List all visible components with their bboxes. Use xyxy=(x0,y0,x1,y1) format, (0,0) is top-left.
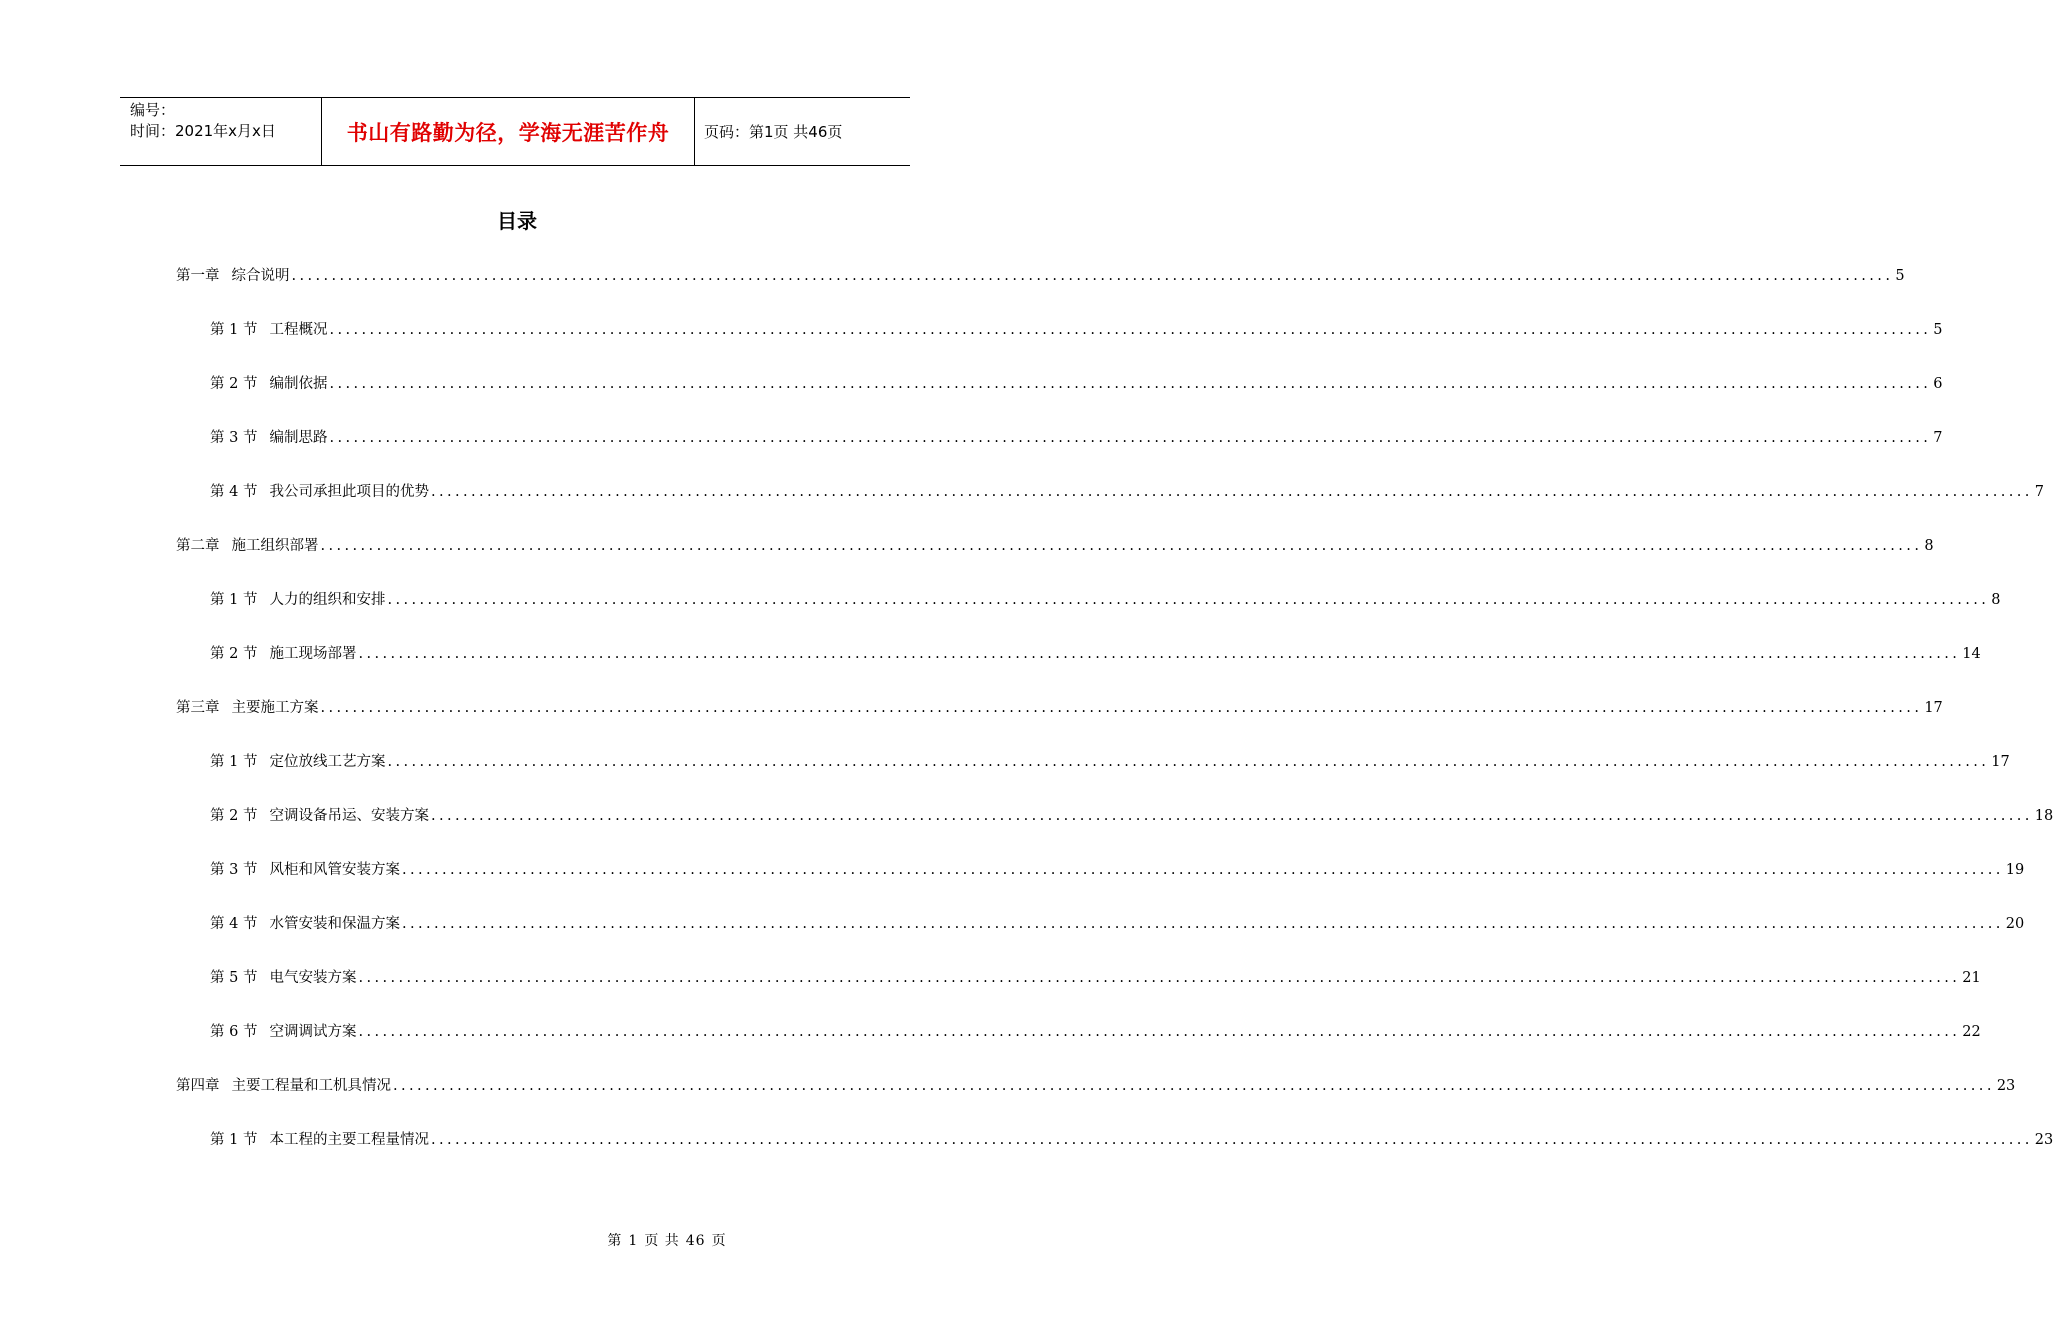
toc-section-entry[interactable] xyxy=(210,858,2025,882)
toc-section-entry[interactable] xyxy=(210,966,1981,990)
toc-entry-title: 编制思路 xyxy=(269,430,328,446)
toc-section-entry[interactable] xyxy=(210,642,1981,666)
toc-entry-page: 19 xyxy=(2005,862,2025,878)
toc-entry-page: 20 xyxy=(2005,916,2025,932)
toc-leader-dots: ........................................................................................................................................................................................................ xyxy=(430,808,2033,824)
toc-entry-number: 第 1 节 xyxy=(210,754,258,770)
header-motto: 书山有路勤为径，学海无涯苦作舟 xyxy=(346,120,670,145)
toc-entry-title: 风柜和风管安装方案 xyxy=(269,862,400,878)
toc-leader-dots: ........................................................................................................................................................................................................ xyxy=(393,1078,1995,1094)
toc-leader-dots: ........................................................................................................................................................................................................ xyxy=(320,700,1923,716)
footer-suffix: 页 xyxy=(711,1233,727,1249)
footer-mid: 页 共 xyxy=(644,1233,680,1249)
toc-entry-number: 第三章 xyxy=(176,700,220,716)
toc-entry-page: 23 xyxy=(1996,1078,2016,1094)
serial-number-label: 编号： xyxy=(130,101,176,119)
toc-entry-page: 6 xyxy=(1933,376,1943,392)
toc-entry-number: 第 5 节 xyxy=(210,970,258,986)
toc-entry-title: 水管安装和保温方案 xyxy=(269,916,400,932)
toc-entry-title: 施工现场部署 xyxy=(269,646,357,662)
page-footer xyxy=(0,1230,1334,1250)
toc-leader-dots: ........................................................................................................................................................................................................ xyxy=(329,322,1932,338)
toc-entry-page: 17 xyxy=(1924,700,1943,716)
toc-chapter-entry[interactable] xyxy=(176,534,1934,558)
toc-entry-page: 8 xyxy=(1991,592,2001,608)
toc-leader-dots: ........................................................................................................................................................................................................ xyxy=(430,484,2033,500)
toc-entry-number: 第四章 xyxy=(176,1078,220,1094)
toc-entry-page: 7 xyxy=(2034,484,2045,500)
toc-entry-page: 7 xyxy=(1933,430,1943,446)
toc-entry-page: 14 xyxy=(1962,646,1981,662)
toc-leader-dots: ........................................................................................................................................................................................................ xyxy=(329,376,1932,392)
toc-entry-title: 定位放线工艺方案 xyxy=(269,754,386,770)
toc-chapter-entry[interactable] xyxy=(176,1074,2016,1098)
toc-section-entry[interactable] xyxy=(210,804,2053,828)
footer-total-pages: 46 xyxy=(685,1233,706,1249)
toc-section-entry[interactable] xyxy=(210,750,2010,774)
toc-entry-title: 我公司承担此项目的优势 xyxy=(269,484,429,500)
toc-entry-title: 工程概况 xyxy=(269,322,328,338)
toc-section-entry[interactable] xyxy=(210,1020,1981,1044)
toc-title: 目录 xyxy=(497,209,537,233)
toc-section-entry[interactable] xyxy=(210,588,2001,612)
toc-section-entry[interactable] xyxy=(210,372,1943,396)
toc-entry-title: 编制依据 xyxy=(269,376,328,392)
toc-leader-dots: ........................................................................................................................................................................................................ xyxy=(401,862,2004,878)
date-label: 时间：2021年x月x日 xyxy=(130,122,276,140)
toc-entry-number: 第 3 节 xyxy=(210,862,258,878)
toc-entry-number: 第一章 xyxy=(176,268,220,284)
toc-entry-number: 第 2 节 xyxy=(210,646,258,662)
toc-section-entry[interactable] xyxy=(210,318,1943,342)
toc-section-entry[interactable] xyxy=(210,1128,2053,1152)
toc-entry-page: 23 xyxy=(2034,1132,2053,1148)
toc-leader-dots: ........................................................................................................................................................................................................ xyxy=(430,1132,2033,1148)
toc-entry-title: 空调设备吊运、安装方案 xyxy=(269,808,429,824)
toc-leader-dots: ........................................................................................................................................................................................................ xyxy=(387,754,1990,770)
toc-section-entry[interactable] xyxy=(210,912,2025,936)
footer-current-page: 1 xyxy=(628,1233,639,1249)
header-page-info: 页码：第1页 共46页 xyxy=(704,123,843,141)
toc-entry-page: 5 xyxy=(1895,268,1905,284)
toc-leader-dots: ........................................................................................................................................................................................................ xyxy=(329,430,1932,446)
toc-leader-dots: ........................................................................................................................................................................................................ xyxy=(291,268,1894,284)
toc-entry-title: 施工组织部署 xyxy=(231,538,319,554)
toc-entry-title: 本工程的主要工程量情况 xyxy=(269,1132,429,1148)
toc-leader-dots: ........................................................................................................................................................................................................ xyxy=(358,646,1961,662)
toc-entry-page: 18 xyxy=(2034,808,2053,824)
toc-leader-dots: ........................................................................................................................................................................................................ xyxy=(358,1024,1961,1040)
toc-entry-number: 第 3 节 xyxy=(210,430,258,446)
toc-entry-number: 第 6 节 xyxy=(210,1024,258,1040)
toc-entry-page: 8 xyxy=(1924,538,1934,554)
toc-entry-page: 17 xyxy=(1991,754,2010,770)
toc-leader-dots: ........................................................................................................................................................................................................ xyxy=(320,538,1923,554)
toc-entry-number: 第 2 节 xyxy=(210,376,258,392)
toc-entry-page: 5 xyxy=(1933,322,1943,338)
toc-chapter-entry[interactable] xyxy=(176,264,1905,288)
toc-entry-number: 第 1 节 xyxy=(210,592,258,608)
toc-section-entry[interactable] xyxy=(210,480,2045,504)
toc-entry-number: 第二章 xyxy=(176,538,220,554)
toc-entry-number: 第 2 节 xyxy=(210,808,258,824)
toc-leader-dots: ........................................................................................................................................................................................................ xyxy=(387,592,1990,608)
toc-entry-title: 综合说明 xyxy=(231,268,290,284)
toc-leader-dots: ........................................................................................................................................................................................................ xyxy=(358,970,1961,986)
toc-entry-title: 主要工程量和工机具情况 xyxy=(231,1078,391,1094)
toc-entry-number: 第 1 节 xyxy=(210,1132,258,1148)
toc-entry-title: 主要施工方案 xyxy=(231,700,319,716)
toc-section-entry[interactable] xyxy=(210,426,1943,450)
toc-entry-title: 电气安装方案 xyxy=(269,970,357,986)
toc-entry-page: 21 xyxy=(1962,970,1981,986)
toc-leader-dots: ........................................................................................................................................................................................................ xyxy=(401,916,2004,932)
toc-entry-title: 人力的组织和安排 xyxy=(269,592,386,608)
toc-entry-page: 22 xyxy=(1962,1024,1981,1040)
toc-entry-number: 第 4 节 xyxy=(210,916,258,932)
toc-entry-number: 第 4 节 xyxy=(210,484,258,500)
toc-entry-number: 第 1 节 xyxy=(210,322,258,338)
footer-prefix: 第 xyxy=(607,1233,623,1249)
toc-entry-title: 空调调试方案 xyxy=(269,1024,357,1040)
toc-chapter-entry[interactable] xyxy=(176,696,1943,720)
